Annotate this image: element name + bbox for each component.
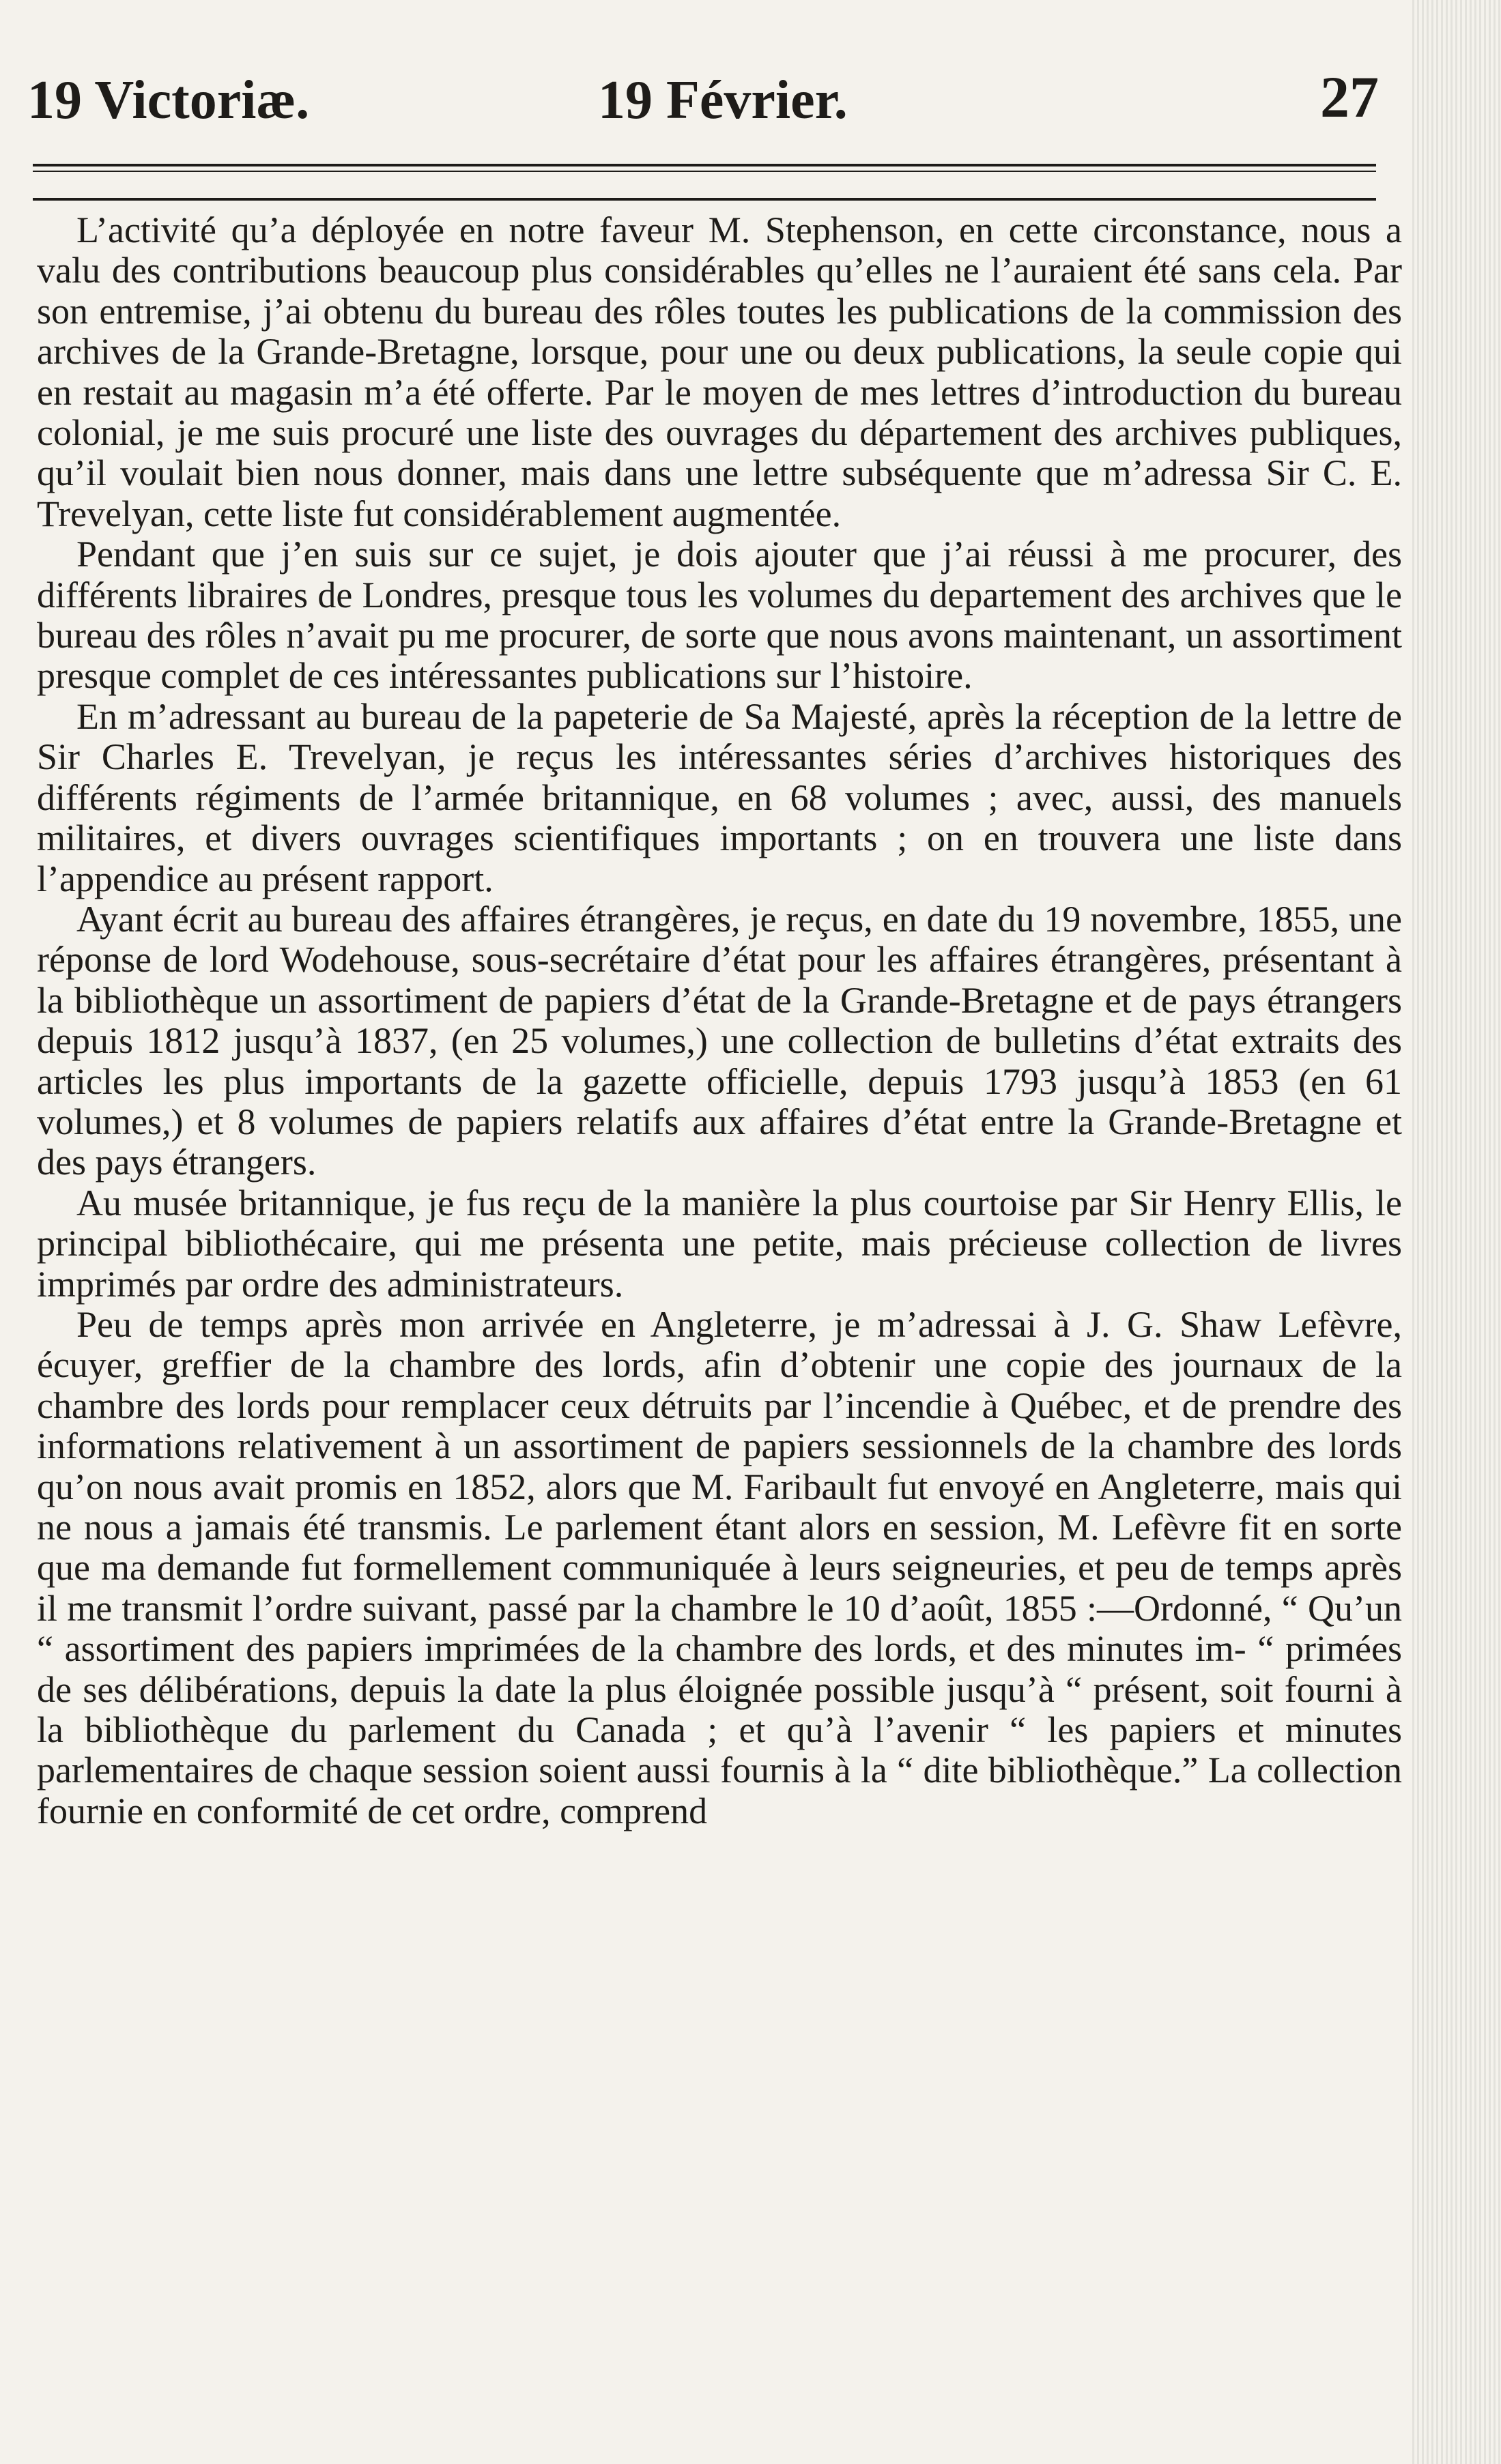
header-regnal-year: 19 Victoriæ. xyxy=(27,70,310,130)
paragraph-chambre-des-lords: Peu de temps après mon arrivée en Angleterre, je m’adressai à J. G. Shaw Lefèvre, écuyer, greffier de la chambre des lords, afin d’obtenir une copie des journaux de la chambre des lords pour remplacer ceux détruits par l’incendie à Québec, et de prendre des informations relativement à un assortiment de papiers sessionnels de la chambre des lords qu’on nous avait promis en 1852, alors que M. Faribault fut envoyé en Angleterre, mais qui ne nous a jamais été transmis. Le parlement étant alors en session, M. Lefèvre fit en sorte que ma demande fut formellement communiquée à leurs seigneuries, et peu de temps après il me transmit l’ordre suivant, passé par la chambre le 10 d’août, 1855 :—Ordonné, “ Qu’un “ assortiment des papiers imprimées de la chambre des lords, et des minutes im- “ primées de ses délibérations, depuis la date la plus éloignée possible jusqu’à “ présent, soit fourni à la bibliothèque du parlement du Canada ; et qu’à l’avenir “ les papiers et minutes parlementaires de chaque session soient aussi fournis à la “ dite bibliothèque.” La collection fournie en conformité de cet ordre, comprend xyxy=(37,1303,1402,1831)
paragraph-affaires-etrangeres: Ayant écrit au bureau des affaires étrangères, je reçus, en date du 19 novembre, 1855, une réponse de lord Wodehouse, sous-secrétaire d’état pour les affaires étrangères, présentant à la bibliothèque un assortiment de papiers d’état de la Grande-Bretagne et de pays étrangers depuis 1812 jusqu’à 1837, (en 25 volumes,) une collection de bulletins d’état extraits des articles les plus importants de la gazette officielle, depuis 1793 jusqu’à 1853 (en 61 volumes,) et 8 volumes de papiers relatifs aux affaires d’état entre la Grande-Bretagne et des pays étrangers. xyxy=(37,898,1402,1183)
header-rule-top xyxy=(33,164,1376,166)
paragraph-libraires-londres: Pendant que j’en suis sur ce sujet, je dois ajouter que j’ai réussi à me procurer, des différents libraires de Londres, presque tous les volumes du departement des archives que le bureau des rôles n’avait pu me procurer, de sorte que nous avons maintenant, un assortiment presque complet de ces intéressantes publications sur l’histoire. xyxy=(37,534,1402,697)
header-rule-bottom xyxy=(33,198,1376,201)
header-date: 19 Février. xyxy=(598,70,848,130)
paragraph-papeterie: En m’adressant au bureau de la papeterie de Sa Majesté, après la réception de la lettre de Sir Charles E. Trevelyan, je reçus les intéressantes séries d’archives historiques des différents régiments de l’armée britannique, en 68 volumes ; avec, aussi, des manuels militaires, et divers ouvrages scientifiques importants ; on en trouvera une liste dans l’appendice au présent rapport. xyxy=(37,695,1402,899)
header-rule-thin xyxy=(33,171,1376,172)
running-header xyxy=(27,63,1379,151)
paragraph-musee-britannique: Au musée britannique, je fus reçu de la manière la plus courtoise par Sir Henry Ellis, le principal bibliothécaire, qui me présenta une petite, mais précieuse collection de livres imprimés par ordre des administrateurs. xyxy=(37,1182,1402,1305)
paragraph-stephenson: L’activité qu’a déployée en notre faveur M. Stephenson, en cette circonstance, nous a valu des contributions beaucoup plus considérables qu’elles ne l’auraient été sans cela. Par son entremise, j’ai obtenu du bureau des rôles toutes les publications de la commission des archives de la Grande-Bretagne, lorsque, pour une ou deux publications, la seule copie qui en restait au magasin m’a été offerte. Par le moyen de mes lettres d’introduction du bureau colonial, je me suis procuré une liste des ouvrages du département des archives publiques, qu’il voulait bien nous donner, mais dans une lettre subséquente que m’adressa Sir C. E. Trevelyan, cette liste fut considérablement augmentée. xyxy=(37,209,1402,534)
page-number: 27 xyxy=(1320,64,1379,130)
scan-edge-shading xyxy=(1412,0,1501,2464)
body-text xyxy=(37,210,1402,1831)
